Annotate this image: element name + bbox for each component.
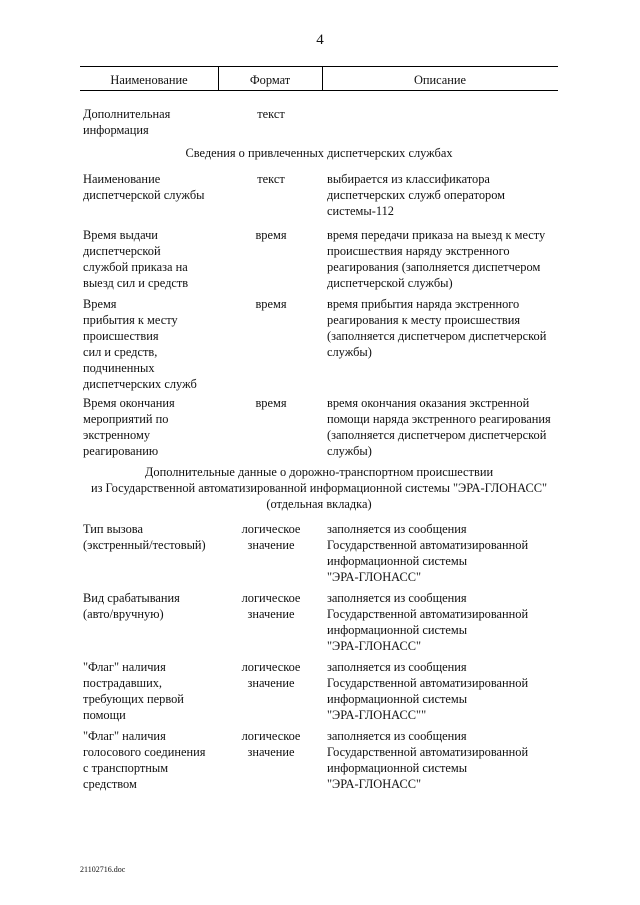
section-title	[80, 145, 558, 161]
row-description-line: "ЭРА-ГЛОНАСС""	[327, 708, 427, 722]
row-description-line: (заполняется диспетчером диспетчерской	[327, 428, 547, 442]
row-format-line: значение	[247, 607, 295, 621]
row-name	[83, 227, 233, 291]
row-description-line: Государственной автоматизированной	[327, 538, 529, 552]
row-name-line: Наименование	[83, 172, 161, 186]
row-name-line: (экстренный/тестовый)	[83, 538, 206, 552]
row-name-line: средством	[83, 777, 137, 791]
row-description	[327, 296, 562, 360]
row-format-line: время	[255, 396, 287, 410]
row-description-line: Государственной автоматизированной	[327, 745, 529, 759]
row-description-line: "ЭРА-ГЛОНАСС"	[327, 570, 422, 584]
row-format-line: значение	[247, 745, 295, 759]
section-title-line: (отдельная вкладка)	[266, 497, 372, 511]
row-name-line: информация	[83, 123, 149, 137]
row-format-line: текст	[257, 107, 285, 121]
row-description-line: информационной системы	[327, 554, 468, 568]
row-format	[232, 590, 310, 622]
row-format	[232, 659, 310, 691]
row-description	[327, 728, 562, 792]
row-name-line: мероприятий по	[83, 412, 169, 426]
row-name-line: происшествия	[83, 329, 159, 343]
row-format-line: логическое	[241, 591, 301, 605]
row-name-line: помощи	[83, 708, 126, 722]
header-top-rule	[80, 66, 558, 67]
row-name-line: Тип вызова	[83, 522, 143, 536]
row-description-line: выбирается из классификатора	[327, 172, 490, 186]
row-name-line: Вид срабатывания	[83, 591, 180, 605]
row-description-line: диспетчерской службы)	[327, 276, 453, 290]
section-title-line: из Государственной автоматизированной информационной системы "ЭРА-ГЛОНАСС"	[90, 481, 548, 495]
row-name	[83, 395, 233, 459]
row-name-line: сил и средств,	[83, 345, 158, 359]
row-description-line: "ЭРА-ГЛОНАСС"	[327, 777, 422, 791]
row-format	[232, 728, 310, 760]
footer-doc-code: 21102716.doc	[80, 865, 126, 874]
row-format-line: значение	[247, 538, 295, 552]
row-format	[232, 296, 310, 312]
row-description-line: время прибытия наряда экстренного	[327, 297, 520, 311]
row-name-line: выезд сил и средств	[83, 276, 189, 290]
row-name-line: Время выдачи	[83, 228, 158, 242]
row-format-line: логическое	[241, 522, 301, 536]
row-format-line: время	[255, 228, 287, 242]
row-description	[327, 659, 562, 723]
section-title-line: Дополнительные данные о дорожно-транспортном происшествии	[144, 465, 494, 479]
row-format-line: текст	[257, 172, 285, 186]
row-name	[83, 106, 233, 138]
row-name-line: пострадавших,	[83, 676, 163, 690]
row-name-line: реагированию	[83, 444, 159, 458]
row-name-line: голосового соединения	[83, 745, 206, 759]
row-name-line: "Флаг" наличия	[83, 729, 166, 743]
header-format: Формат	[249, 73, 291, 87]
row-description-line: Государственной автоматизированной	[327, 676, 529, 690]
row-description-line: службы)	[327, 345, 372, 359]
row-name	[83, 171, 233, 203]
row-description-line: системы-112	[327, 204, 394, 218]
row-description-line: "ЭРА-ГЛОНАСС"	[327, 639, 422, 653]
row-description-line: реагирования к месту происшествия	[327, 313, 521, 327]
row-description-line: время окончания оказания экстренной	[327, 396, 530, 410]
header-bottom-rule	[80, 90, 558, 91]
row-name	[83, 521, 233, 553]
row-description-line: Государственной автоматизированной	[327, 607, 529, 621]
row-description-line: заполняется из сообщения	[327, 729, 467, 743]
row-description-line: (заполняется диспетчером диспетчерской	[327, 329, 547, 343]
row-description	[327, 521, 562, 585]
header-name: Наименование	[110, 73, 188, 87]
row-description-line: заполняется из сообщения	[327, 591, 467, 605]
row-description-line: заполняется из сообщения	[327, 522, 467, 536]
row-name	[83, 659, 233, 723]
row-name-line: Время	[83, 297, 117, 311]
row-name-line: требующих первой	[83, 692, 184, 706]
row-name-line: прибытия к месту	[83, 313, 178, 327]
row-description-line: информационной системы	[327, 692, 468, 706]
row-description-line: информационной системы	[327, 623, 468, 637]
row-format	[232, 521, 310, 553]
row-name	[83, 590, 233, 622]
row-name-line: "Флаг" наличия	[83, 660, 166, 674]
row-description-line: реагирования (заполняется диспетчером	[327, 260, 541, 274]
row-name-line: диспетчерских служб	[83, 377, 197, 391]
row-description	[327, 395, 562, 459]
row-format-line: логическое	[241, 660, 301, 674]
section-title-line: Сведения о привлеченных диспетчерских службах	[185, 146, 453, 160]
row-name-line: Дополнительная	[83, 107, 171, 121]
row-format-line: значение	[247, 676, 295, 690]
row-name	[83, 728, 233, 792]
row-description-line: информационной системы	[327, 761, 468, 775]
row-description	[327, 171, 562, 219]
row-name-line: с транспортным	[83, 761, 169, 775]
row-description-line: время передачи приказа на выезд к месту	[327, 228, 546, 242]
row-format-line: логическое	[241, 729, 301, 743]
section-title	[80, 464, 558, 512]
row-format	[232, 395, 310, 411]
header-description: Описание	[413, 73, 467, 87]
row-format	[232, 106, 310, 122]
row-name-line: подчиненных	[83, 361, 155, 375]
row-format	[232, 227, 310, 243]
row-description-line: заполняется из сообщения	[327, 660, 467, 674]
row-format	[232, 171, 310, 187]
row-name-line: диспетчерской	[83, 244, 161, 258]
row-name-line: Время окончания	[83, 396, 175, 410]
row-format-line: время	[255, 297, 287, 311]
row-description	[327, 227, 562, 291]
row-name-line: экстренному	[83, 428, 151, 442]
row-name-line: (авто/вручную)	[83, 607, 164, 621]
page-number: 4	[316, 32, 324, 48]
row-description-line: диспетчерских служб оператором	[327, 188, 506, 202]
row-description-line: происшествия наряду экстренного	[327, 244, 510, 258]
row-name-line: службой приказа на	[83, 260, 188, 274]
row-name-line: диспетчерской службы	[83, 188, 205, 202]
row-description-line: помощи наряда экстренного реагирования	[327, 412, 551, 426]
row-description-line: службы)	[327, 444, 372, 458]
row-name	[83, 296, 233, 392]
row-description	[327, 590, 562, 654]
